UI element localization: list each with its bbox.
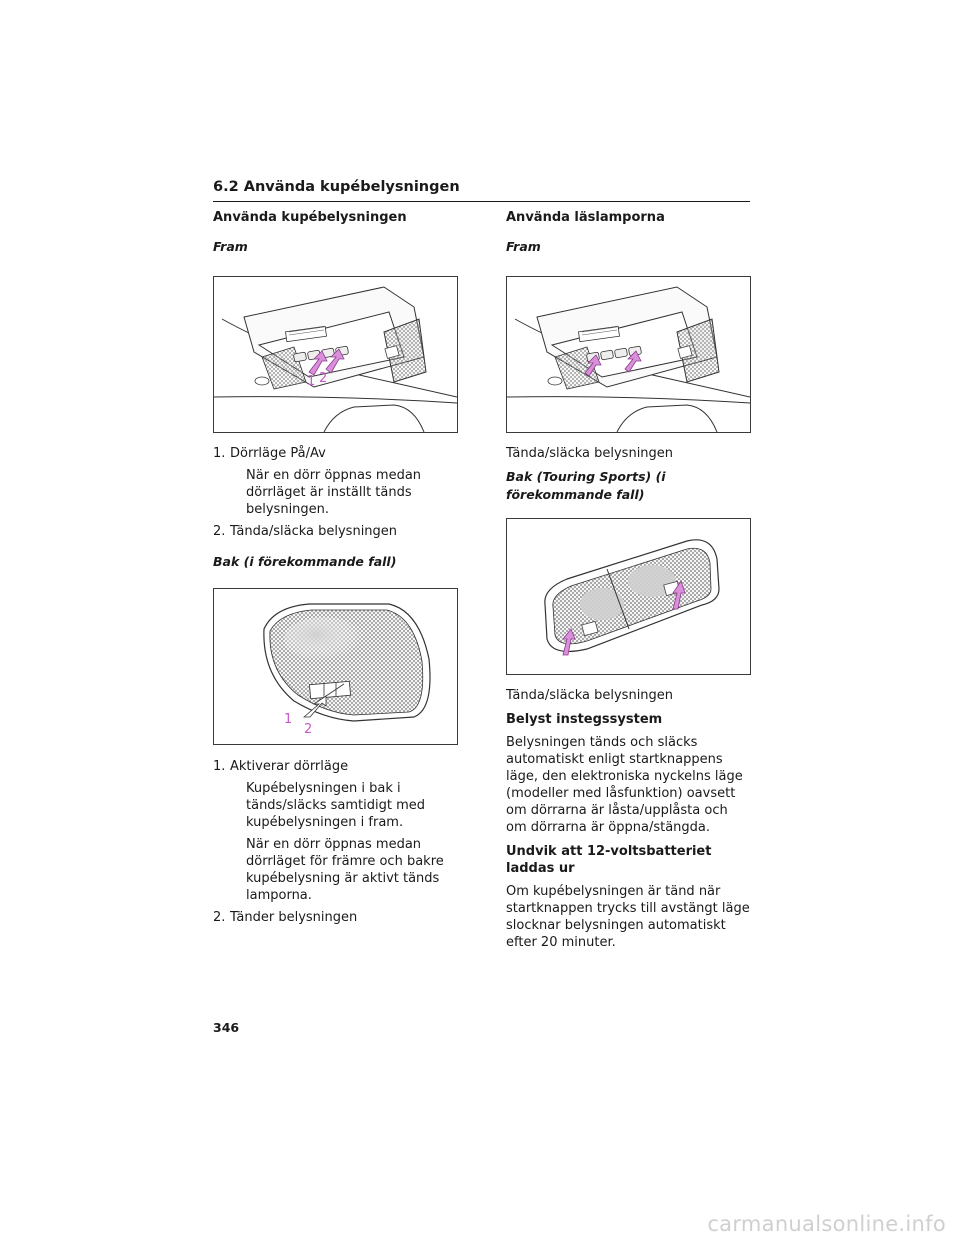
entry-system-heading: Belyst instegssystem (506, 712, 663, 727)
list-item-description: När en dörr öppnas medan dörrläget är inställt tänds belysningen. (246, 468, 422, 517)
front-dome-light-figure (213, 276, 458, 433)
right-rear-label: Bak (Touring Sports) (i förekommande fall) (506, 469, 666, 502)
rear-reading-lamp-illustration (507, 519, 750, 674)
section-header: 6.2 Använda kupébelysningen (213, 177, 750, 202)
battery-text: Om kupébelysningen är tänd när startknappen trycks till avstängt läge slocknar belysningen automatiskt efter 20 minuter. (506, 884, 750, 950)
list-item: 2. Tänder belysningen (213, 910, 358, 925)
list-item-description: Kupébelysningen i bak i tänds/släcks samtidigt med kupébelysningen i fram. (246, 781, 426, 830)
callout-1: 1 (284, 712, 293, 727)
rear-dome-light-list (213, 758, 458, 775)
front-reading-lamp-figure (506, 276, 751, 433)
right-heading: Använda läslamporna (506, 210, 665, 225)
front-dome-light-illustration (214, 277, 457, 432)
rear-reading-lamp-caption: Tända/släcka belysningen (506, 688, 674, 703)
left-front-label: Fram (213, 239, 248, 254)
left-heading: Använda kupébelysningen (213, 210, 407, 225)
front-reading-lamp-caption: Tända/släcka belysningen (506, 446, 674, 461)
rear-dome-light-figure (213, 588, 458, 745)
callout-2: 2 (319, 371, 328, 386)
right-front-label: Fram (506, 239, 541, 254)
rear-dome-light-illustration (214, 589, 457, 744)
list-item: 1. Dörrläge På/Av (213, 446, 326, 461)
front-reading-lamp-illustration (507, 277, 750, 432)
callout-1: 1 (307, 374, 316, 389)
page-number: 346 (213, 1020, 240, 1035)
left-rear-label: Bak (i förekommande fall) (213, 554, 397, 569)
right-column (506, 208, 751, 951)
left-column (213, 208, 458, 926)
callout-2: 2 (304, 722, 313, 737)
rear-reading-lamp-figure (506, 518, 751, 675)
list-item-description: När en dörr öppnas medan dörrläget för främre och bakre kupébelysning är aktivt tänds lamporna. (246, 837, 444, 903)
front-dome-light-list (213, 445, 458, 462)
battery-heading: Undvik att 12-voltsbatteriet laddas ur (506, 844, 712, 876)
watermark: carmanualsonline.info (707, 1212, 946, 1236)
list-item: 2. Tända/släcka belysningen (213, 524, 398, 539)
entry-system-text: Belysningen tänds och släcks automatiskt enligt startknappens läge, den elektroniska nyckelns läge (modeller med låsfunktion) oavsett om dörrarna är låsta/upplåsta och om dörrarna är öppna/stängda. (506, 735, 743, 835)
list-item: 1. Aktiverar dörrläge (213, 759, 349, 774)
